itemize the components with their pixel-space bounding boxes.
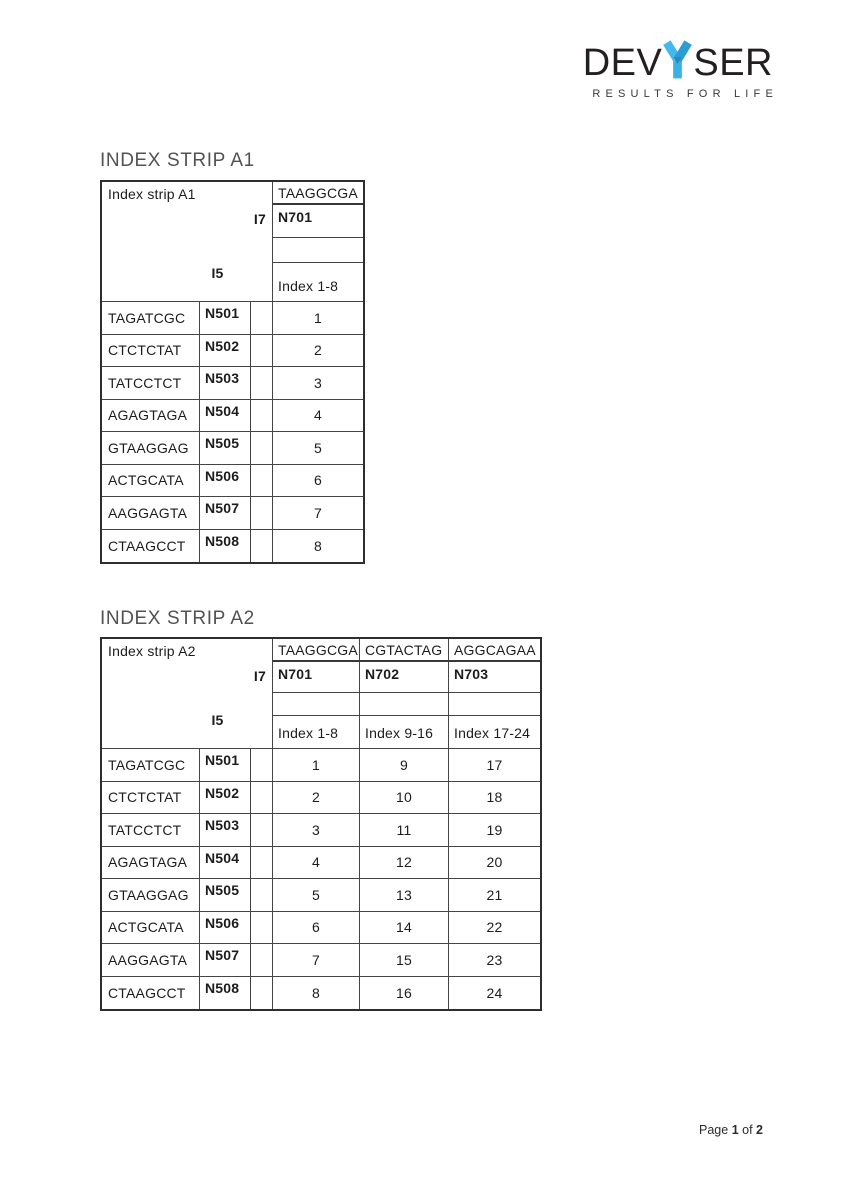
i5-sequence-cell: CTAAGCCT [102,530,200,563]
logo-text-dev: DEV [582,42,663,84]
i7-sequence-cell: CGTACTAG [360,639,449,662]
index-number-cell: 1 [273,749,360,782]
spacer-cell [251,749,273,782]
index-number-cell: 23 [449,944,540,977]
table-corner-cell [102,639,273,749]
spacer-cell [251,530,273,563]
i5-code-cell: N508 [200,530,251,563]
i5-sequence-cell: ACTGCATA [102,912,200,945]
index-number-cell: 19 [449,814,540,847]
index-number-cell: 6 [273,465,363,498]
i7-axis-label: I7 [253,211,266,227]
i5-code-cell: N502 [200,782,251,815]
spacer-cell [273,238,363,263]
i5-sequence-cell: AAGGAGTA [102,497,200,530]
index-number-cell: 16 [360,977,449,1010]
i5-code-cell: N501 [200,302,251,335]
i5-sequence-cell: GTAAGGAG [102,879,200,912]
index-number-cell: 10 [360,782,449,815]
spacer-cell [251,912,273,945]
logo-wordmark [583,44,773,82]
footer-prefix: Page [699,1123,729,1137]
i5-sequence-cell: TAGATCGC [102,302,200,335]
index-number-cell: 22 [449,912,540,945]
index-range-cell: Index 9-16 [360,716,449,749]
i5-code-cell: N505 [200,879,251,912]
spacer-cell [251,977,273,1010]
i7-code-cell: N703 [449,662,540,693]
index-number-cell: 5 [273,432,363,465]
i5-sequence-cell: CTAAGCCT [102,977,200,1010]
index-range-cell: Index 1-8 [273,263,363,302]
i7-sequence-cell: AGGCAGAA [449,639,540,662]
index-number-cell: 3 [273,814,360,847]
index-number-cell: 14 [360,912,449,945]
spacer-cell [251,847,273,880]
logo-y-ribbon-icon [663,40,692,80]
page-number-label [699,1123,763,1137]
index-number-cell: 17 [449,749,540,782]
i7-code-cell: N701 [273,205,363,238]
spacer-cell [251,465,273,498]
i5-sequence-cell: AGAGTAGA [102,400,200,433]
i7-code-cell: N702 [360,662,449,693]
footer-separator: of [742,1123,753,1137]
index-number-cell: 8 [314,538,322,554]
i5-code-cell: N503 [200,814,251,847]
section-title-index-strip-a1: INDEX STRIP A1 [100,150,255,171]
spacer-cell [251,432,273,465]
spacer-cell [449,693,540,716]
spacer-cell [251,782,273,815]
index-number-cell: 5 [273,879,360,912]
i5-code-cell: N506 [200,465,251,498]
index-number-cell: 3 [273,367,363,400]
index-number-cell: 4 [273,847,360,880]
i5-code-cell: N507 [200,497,251,530]
i5-code-cell: N501 [200,749,251,782]
spacer-cell [251,879,273,912]
logo-text-ser: SER [693,42,773,84]
section-title-index-strip-a2: INDEX STRIP A2 [100,608,255,629]
table-name-label: Index strip A1 [108,186,196,202]
i5-sequence-cell: TAGATCGC [102,749,200,782]
index-number-cell: 20 [449,847,540,880]
index-number-cell: 7 [273,497,363,530]
i5-axis-label: I5 [211,712,224,728]
index-range-cell: Index 17-24 [449,716,540,749]
i5-code-cell: N503 [200,367,251,400]
index-strip-a1-table [100,180,365,564]
footer-current-page: 1 [731,1123,739,1137]
table-name-label: Index strip A2 [108,643,196,659]
index-number-cell: 2 [273,335,363,368]
i5-code-cell: N505 [200,432,251,465]
i5-code-cell: N504 [200,847,251,880]
index-number-cell: 11 [360,814,449,847]
spacer-cell [251,944,273,977]
i5-sequence-cell: TATCCTCT [102,814,200,847]
i7-axis-label: I7 [253,668,266,684]
index-number-cell: 6 [273,912,360,945]
logo-tagline: RESULTS FOR LIFE [592,88,778,100]
i5-code-cell: N502 [200,335,251,368]
i7-sequence-cell: TAAGGCGA [273,182,363,205]
i5-code-cell: N504 [200,400,251,433]
i7-code-cell: N701 [273,662,360,693]
i5-sequence-cell: CTCTCTAT [102,335,200,368]
table-corner-cell [102,182,273,302]
index-number-cell: 13 [360,879,449,912]
index-number-cell: 15 [360,944,449,977]
index-number-cell: 2 [273,782,360,815]
spacer-cell [251,335,273,368]
i5-sequence-cell: TATCCTCT [102,367,200,400]
index-number-cell: 8 [273,977,360,1010]
i5-code-cell: N507 [200,944,251,977]
devyser-logo [582,42,778,100]
spacer-cell [360,693,449,716]
spacer-cell [251,497,273,530]
i5-sequence-cell: GTAAGGAG [102,432,200,465]
spacer-cell [251,400,273,433]
index-range-cell: Index 1-8 [273,716,360,749]
spacer-cell [251,814,273,847]
spacer-cell [251,302,273,335]
spacer-cell [273,693,360,716]
i5-sequence-cell: ACTGCATA [102,465,200,498]
i5-sequence-cell: CTCTCTAT [102,782,200,815]
index-number-cell: 4 [273,400,363,433]
i5-code-cell: N506 [200,912,251,945]
i7-sequence-cell: TAAGGCGA [273,639,360,662]
i5-sequence-cell: AAGGAGTA [102,944,200,977]
index-number-cell: 7 [273,944,360,977]
index-number-cell: 24 [486,985,503,1001]
i5-sequence-cell: AGAGTAGA [102,847,200,880]
index-number-cell: 21 [449,879,540,912]
index-number-cell: 9 [360,749,449,782]
i5-axis-label: I5 [211,265,224,281]
spacer-cell [251,367,273,400]
index-number-cell: 12 [360,847,449,880]
footer-total-pages: 2 [756,1123,763,1137]
index-strip-a2-table [100,637,542,1011]
i5-code-cell: N508 [200,977,251,1010]
index-number-cell: 18 [449,782,540,815]
index-number-cell: 1 [273,302,363,335]
